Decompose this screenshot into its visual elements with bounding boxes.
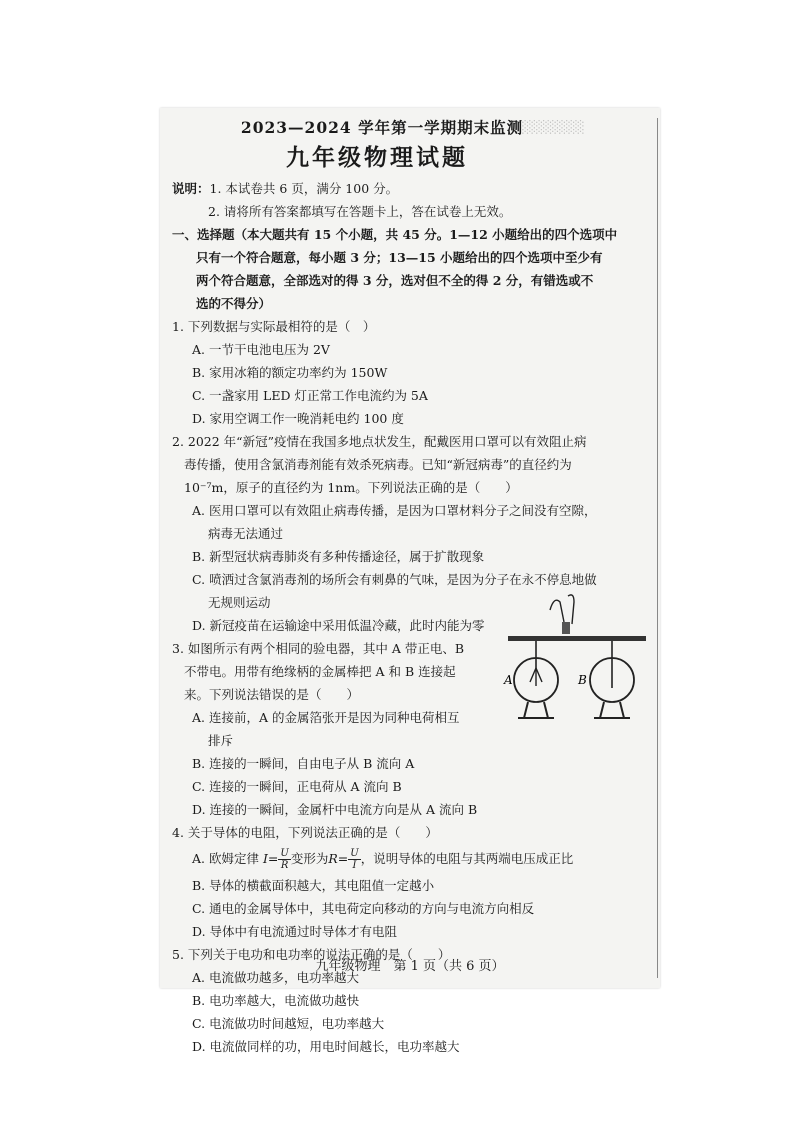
q3-option-c: C. 连接的一瞬间，正电荷从 A 流向 B [192,779,402,794]
q1-option-c: C. 一盏家用 LED 灯正常工作电流约为 5A [192,388,428,403]
page-footer: 九年级物理 第 1 页（共 6 页） [315,959,505,974]
q2-option-b: B. 新型冠状病毒肺炎有多种传播途径，属于扩散现象 [192,549,485,564]
q2-stem-3: 10⁻⁷m，原子的直径约为 1nm。下列说法正确的是（ ） [184,480,518,495]
q4-option-b: B. 导体的横截面积越大，其电阻值一定越小 [192,878,435,893]
hand-icon [550,595,574,624]
q5-option-b: B. 电功率越大，电流做功越快 [192,993,360,1008]
notes-line-1 [172,177,652,200]
section1-line-2: 只有一个符合题意，每小题 3 分；13—15 小题给出的四个选项中至少有 [196,250,603,265]
formula-current-symbol: I [262,851,268,866]
q4-option-a-suffix: ，说明导体的电阻与其两端电压成正比 [360,851,574,866]
exam-paper [160,108,660,1054]
q3-option-a-2: 排斥 [208,733,234,748]
formula-fraction-u-over-i: $\frac{U}{I}$ [350,848,359,871]
q4-option-a-mid: 变形为 [290,851,329,866]
q3-stem-1: 3. 如图所示有两个相同的验电器，其中 A 带正电、B [172,641,465,656]
q3-stem-2: 不带电。用带有绝缘柄的金属棒把 A 和 B 连接起 [184,664,456,679]
q2-option-a-1: A. 医用口罩可以有效阻止病毒传播，是因为口罩材料分子之间没有空隙， [192,503,597,518]
q3-stem-3: 来。下列说法错误的是（ ） [184,687,360,702]
notes-text-1: 1. 本试卷共 6 页，满分 100 分。 [209,181,399,196]
q4-option-c: C. 通电的金属导体中，其电荷定向移动的方向与电流方向相反 [192,901,535,916]
q5-option-d: D. 电流做同样的功，用电时间越长，电功率越大 [192,1039,460,1054]
q2-option-a-2: 病毒无法通过 [208,526,284,541]
section1-line-3: 两个符合题意，全部选对的得 3 分，选对但不全的得 2 分，有错选或不 [196,273,594,288]
q1-stem: 1. 下列数据与实际最相符的是（ ） [172,319,376,334]
electroscope-figure [502,588,652,738]
q2-stem-2: 毒传播，使用含氯消毒剂能有效杀死病毒。已知“新冠病毒”的直径约为 [184,457,572,472]
q1-option-b: B. 家用冰箱的额定功率约为 150W [192,365,388,380]
q3-option-b: B. 连接的一瞬间，自由电子从 B 流向 A [192,756,415,771]
q2-option-d: D. 新冠疫苗在运输途中采用低温冷藏，此时内能为零 [192,618,485,633]
exam-header-title: 2023—2024 学年第一学期期末监测 [240,118,524,137]
exam-content [172,116,652,1058]
q4-stem: 4. 关于导体的电阻，下列说法正确的是（ ） [172,825,438,840]
q1-option-d: D. 家用空调工作一晚消耗电约 100 度 [192,411,404,426]
section1-line-1: 一、选择题（本大题共有 15 个小题，共 45 分。1—12 小题给出的四个选项中 [172,227,618,242]
formula-resistance-symbol: R [328,851,338,866]
metal-rod [508,636,646,641]
insulating-handle [562,622,570,634]
notes-line-2: 2. 请将所有答案都填写在答题卡上，答在试卷上无效。 [208,204,512,219]
q4-option-d: D. 导体中有电流通过时导体才有电阻 [192,924,398,939]
q2-option-c-1: C. 喷洒过含氯消毒剂的场所会有刺鼻的气味，是因为分子在永不停息地做 [192,572,597,587]
q1-option-a: A. 一节干电池电压为 2V [192,342,330,357]
bleed-through-text: ░░░░░░░ [520,120,585,134]
label-a: A [504,673,513,687]
q3-option-d: D. 连接的一瞬间，金属杆中电流方向是从 A 流向 B [192,802,478,817]
q5-stem: 5. 下列关于电功和电功率的说法正确的是（ ） [172,947,451,962]
page-edge-line [657,118,658,978]
notes-label: 说明： [172,181,210,196]
q5-option-c: C. 电流做功时间越短，电功率越大 [192,1016,385,1031]
q2-stem-1: 2. 2022 年“新冠”疫情在我国多地点状发生，配戴医用口罩可以有效阻止病 [172,434,587,449]
section1-line-4: 选的不得分） [196,296,272,311]
q4-option-a-prefix: A. 欧姆定律 [192,851,263,866]
label-b: B [578,673,587,687]
q4-option-a: A. 欧姆定律 I= $\frac{U}{R}$ 变形为R= $\frac{U}{I}$ ，说明导体的电阻与其两端电压成正比 [192,848,574,871]
q2-option-c-2: 无规则运动 [208,595,271,610]
formula-fraction-u-over-r: $\frac{U}{R}$ [280,848,289,871]
q5-option-a: A. 电流做功越多，电功率越大 [192,970,359,985]
q3-option-a-1: A. 连接前，A 的金属箔张开是因为同种电荷相互 [192,710,460,725]
exam-subject-title: 九年级物理试题 [286,144,468,171]
